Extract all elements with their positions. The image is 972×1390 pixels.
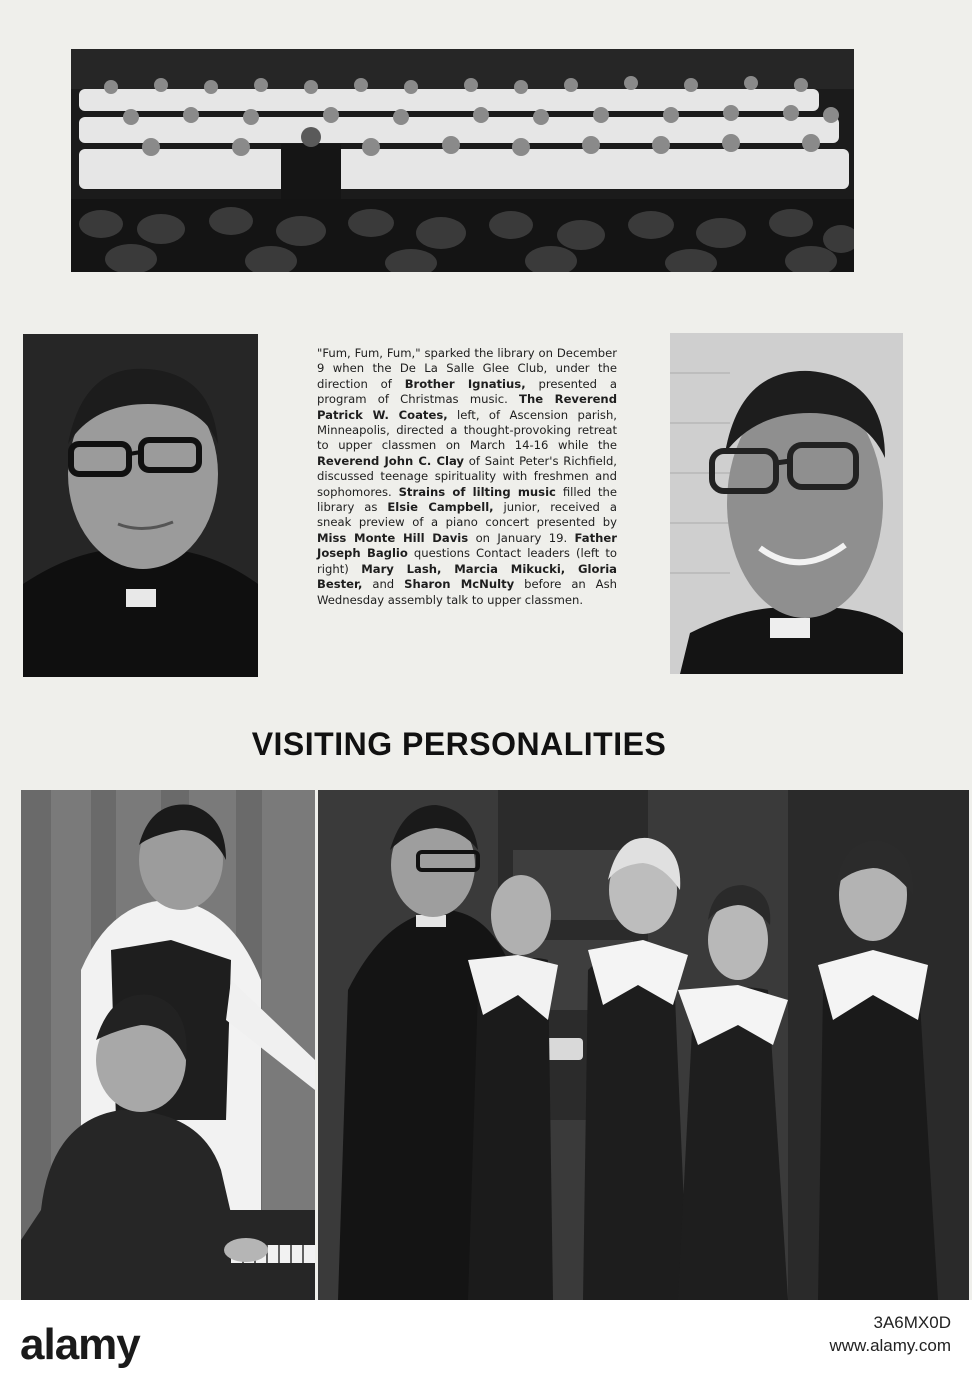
image-id-label: 3A6MX0D bbox=[873, 1313, 951, 1332]
caption-name: The Reverend Patrick W. Coates, bbox=[317, 392, 617, 422]
glee-club-photo bbox=[71, 49, 854, 272]
caption-name: Strains of lilting music bbox=[398, 484, 556, 499]
section-heading: VISITING PERSONALITIES bbox=[251, 726, 667, 762]
caption-paragraph bbox=[317, 346, 617, 608]
alamy-logo: alamy bbox=[20, 1320, 140, 1369]
caption-name: Father Joseph Baglio bbox=[317, 530, 617, 561]
caption-text-run: of Saint Peter's Richfield, discussed teenage spirituality with freshmen and sophomores. bbox=[317, 453, 617, 499]
caption-name: Brother Ignatius, bbox=[404, 376, 526, 391]
caption-text-run: presented a program of Christmas music. bbox=[317, 376, 618, 407]
caption-name: Reverend John C. Clay bbox=[317, 453, 464, 468]
contact-leaders-photo bbox=[318, 790, 969, 1300]
caption-text-run: "Fum, Fum, Fum," sparked the library on December 9 when the De La Salle Glee Club, under the direction of bbox=[317, 346, 617, 391]
caption-text-run: on January 19. bbox=[468, 530, 575, 545]
caption-text-run: junior, received a sneak preview of a piano concert presented by bbox=[317, 500, 617, 530]
caption-text-run: questions Contact leaders (left to right) bbox=[317, 546, 617, 576]
caption-name: Sharon McNulty bbox=[404, 577, 515, 592]
stock-footer bbox=[0, 1300, 972, 1390]
caption-name: Mary Lash, Marcia Mikucki, Gloria Bester, bbox=[317, 561, 617, 592]
piano-photo bbox=[21, 790, 315, 1300]
site-url-label: www.alamy.com bbox=[829, 1336, 951, 1355]
reverend-coates-portrait bbox=[23, 334, 258, 677]
caption-text-run: left, of Ascension parish, Minneapolis, directed a thought-provoking retreat to upper classmen on March 14-16 while the bbox=[317, 407, 617, 453]
caption-name: Miss Monte Hill Davis bbox=[317, 530, 469, 545]
reverend-clay-portrait bbox=[670, 333, 903, 674]
caption-text-run: before an Ash Wednesday assembly talk to upper classmen. bbox=[317, 577, 618, 607]
caption-text-run: and bbox=[362, 577, 405, 592]
caption-name: Elsie Campbell, bbox=[387, 500, 494, 515]
caption-text-run: filled the library as bbox=[317, 484, 617, 515]
